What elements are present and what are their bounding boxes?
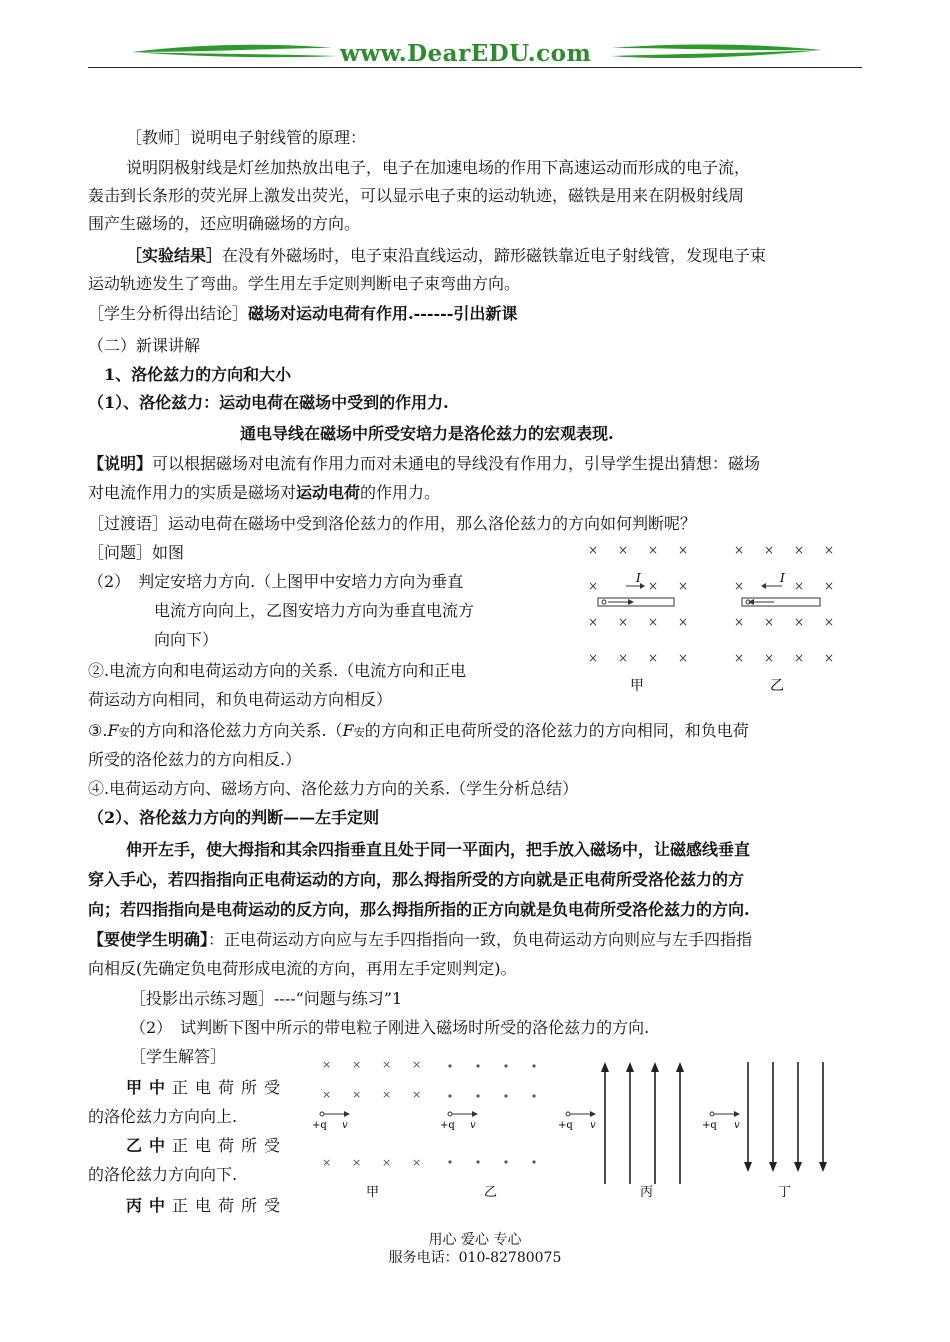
text-line: 围产生磁场的，还应明确磁场的方向。	[88, 214, 361, 233]
text-span: 对电流作用力的实质是磁场对	[88, 483, 297, 502]
footer-phone: 服务电话：010-82780075	[388, 1250, 562, 1266]
svg-text:×: ×	[322, 1058, 332, 1071]
footer-slogan: 用心 爱心 专心	[428, 1232, 522, 1248]
bold-label: 甲中	[126, 1078, 173, 1097]
bold-label: 【要使学生明确】	[88, 930, 209, 949]
text-line	[88, 302, 517, 326]
charge-particle-yi	[448, 1112, 452, 1116]
text-line	[126, 244, 766, 268]
text-span: 的方向和正电荷所受的洛伦兹力的方向相同，和负电荷	[364, 721, 749, 740]
text-span: ［学生分析得出结论］	[88, 304, 249, 323]
arrow-right-icon	[628, 599, 634, 605]
figure-label-ding: 丁	[778, 1185, 792, 1200]
bold-label: 【说明】	[88, 454, 153, 473]
velocity-arrow-icon	[590, 1111, 596, 1117]
bold-label: ［实验结果］	[126, 246, 223, 265]
velocity-arrow-icon	[472, 1111, 478, 1117]
rule-text: 伸开左手，使大拇指和其余四指垂直且处于同一平面内，把手放入磁场中，让磁感线垂直	[126, 840, 751, 859]
svg-text:×: ×	[794, 579, 805, 593]
text-span: 正电荷所受	[172, 1078, 288, 1097]
text-line: 所受的洛伦兹力的方向相反.）	[88, 750, 302, 769]
svg-text:×: ×	[794, 543, 805, 557]
svg-text:×: ×	[412, 1088, 422, 1101]
svg-text:×: ×	[794, 615, 805, 629]
svg-text:×: ×	[412, 1058, 422, 1071]
svg-text:×: ×	[352, 1058, 362, 1071]
site-logo-text[interactable]: www.DearEDU.com	[340, 40, 592, 67]
svg-text:×: ×	[764, 615, 775, 629]
text-span: 正电荷所受	[172, 1196, 288, 1215]
force-symbol: F	[342, 721, 354, 740]
figure-label-yi: 乙	[484, 1185, 498, 1200]
definition-line: （1）、洛伦兹力：运动电荷在磁场中受到的作用力.	[88, 393, 449, 412]
svg-text:×: ×	[678, 651, 689, 665]
text-span: ③.	[88, 721, 108, 740]
figure-ampere-force	[576, 538, 846, 698]
svg-text:×: ×	[588, 615, 599, 629]
svg-text:×: ×	[618, 543, 629, 557]
text-span: 可以根据磁场对电流有作用力而对未通电的导线没有作用力，引导学生提出猜想：磁场	[152, 454, 761, 473]
bold-label: 乙中	[126, 1136, 173, 1155]
text-line: ④.电荷运动方向、磁场方向、洛伦兹力方向的关系.（学生分析总结）	[88, 779, 579, 798]
charge-particle-jia	[320, 1112, 324, 1116]
svg-text:×: ×	[734, 615, 745, 629]
text-span: 的方向和洛伦兹力方向关系.（	[129, 721, 343, 740]
charge-label: +q	[558, 1120, 573, 1131]
svg-text:×: ×	[352, 1088, 362, 1101]
rule-text: 穿入手心，若四指指向正电荷运动的方向，那么拇指所受的方向就是正电荷所受洛伦兹力的方	[88, 870, 745, 889]
text-line	[88, 719, 749, 745]
velocity-label: v	[590, 1120, 596, 1131]
header-rule	[88, 67, 862, 68]
figure-label-jia: 甲	[630, 678, 644, 694]
svg-text:×: ×	[618, 651, 629, 665]
field-lines-down	[748, 1062, 823, 1164]
svg-text:×: ×	[648, 543, 659, 557]
svg-text:×: ×	[824, 651, 835, 665]
field-lines-up	[605, 1068, 680, 1184]
text-line	[88, 928, 752, 952]
velocity-label: v	[470, 1120, 476, 1131]
svg-text:×: ×	[412, 1156, 422, 1169]
svg-text:×: ×	[678, 579, 689, 593]
svg-text:×: ×	[648, 651, 659, 665]
svg-text:×: ×	[734, 579, 745, 593]
charge-label: +q	[440, 1120, 455, 1131]
svg-text:×: ×	[678, 543, 689, 557]
figure-label-yi: 乙	[770, 678, 784, 694]
subsection-heading: （2）、洛伦兹力方向的判断——左手定则	[88, 808, 380, 827]
text-line	[88, 481, 440, 505]
subscript: 安	[118, 726, 130, 739]
text-line: 运动轨迹发生了弯曲。学生用左手定则判断电子束弯曲方向。	[88, 274, 521, 293]
text-line: 向相反(先确定负电荷形成电流的方向，再用左手定则判定)。	[88, 959, 517, 978]
current-arrow-icon	[640, 583, 645, 589]
current-arrow-icon	[761, 583, 766, 589]
svg-text:×: ×	[322, 1156, 332, 1169]
velocity-label: v	[734, 1120, 740, 1131]
bold-term: 运动电荷	[296, 483, 361, 502]
figure-label-jia: 甲	[366, 1185, 380, 1200]
subscript: 安	[353, 726, 365, 739]
svg-text:×: ×	[648, 615, 659, 629]
text-line: 说明阴极射线是灯丝加热放出电子，电子在加速电场的作用下高速运动而形成的电子流，	[126, 158, 751, 177]
text-line: ［学生解答］	[130, 1047, 227, 1066]
text-line: 的洛伦兹力方向向下.	[88, 1165, 238, 1184]
current-label-left: I	[636, 571, 641, 585]
svg-text:×: ×	[382, 1156, 392, 1169]
velocity-arrow-icon	[734, 1111, 740, 1117]
figure-label-bing: 丙	[640, 1185, 654, 1200]
wire-end-left	[602, 600, 606, 604]
svg-text:×: ×	[588, 651, 599, 665]
section-heading: （二）新课讲解	[88, 336, 201, 355]
text-line	[88, 452, 760, 476]
svg-text:×: ×	[764, 543, 775, 557]
svg-text:×: ×	[824, 543, 835, 557]
text-line: 轰击到长条形的荧光屏上激发出荧光，可以显示电子束的运动轨迹，磁铁是用来在阴极射线周	[88, 186, 745, 205]
text-line	[126, 1134, 287, 1158]
text-span: 的作用力。	[360, 483, 441, 502]
text-line: 向向下）	[154, 630, 219, 649]
bold-conclusion: 磁场对运动电荷有作用.------引出新课	[248, 304, 518, 323]
text-line: ［教师］说明电子射线管的原理：	[126, 128, 367, 147]
force-symbol: F	[107, 721, 119, 740]
svg-text:×: ×	[382, 1088, 392, 1101]
arrow-down-icon	[744, 1162, 827, 1172]
rule-text: 向；若四指指向是电荷运动的反方向，那么拇指所指的正方向就是负电荷所受洛伦兹力的方向.	[88, 900, 750, 919]
text-line: ［投影出示练习题］----“问题与练习”1	[130, 989, 403, 1008]
text-line: ②.电流方向和电荷运动方向的关系.（电流方向和正电	[88, 661, 467, 680]
text-line: ［问题］如图	[88, 543, 185, 562]
charge-particle-ding	[710, 1112, 714, 1116]
charge-label: +q	[312, 1120, 327, 1131]
svg-text:×: ×	[734, 543, 745, 557]
text-line: 荷运动方向相同，和负电荷运动方向相反）	[88, 690, 393, 709]
svg-text:×: ×	[588, 543, 599, 557]
velocity-arrow-icon	[344, 1111, 350, 1117]
charge-particle-bing	[566, 1112, 570, 1116]
text-line: （2） 试判断下图中所示的带电粒子刚进入磁场时所受的洛伦兹力的方向.	[130, 1018, 650, 1037]
text-span: ：正电荷运动方向应与左手四指指向一致，负电荷运动方向则应与左手四指指	[208, 930, 753, 949]
svg-text:×: ×	[588, 579, 599, 593]
text-line: 的洛伦兹力方向向上.	[88, 1107, 238, 1126]
text-span: 在没有外磁场时，电子束沿直线运动，蹄形磁铁靠近电子射线管，发现电子束	[222, 246, 767, 265]
subsection-heading: 1、洛伦兹力的方向和大小	[104, 365, 292, 384]
figure-lorentz-force-exercise	[300, 1054, 850, 1204]
arrow-up-icon	[601, 1062, 684, 1072]
text-line: 电流方向向上，乙图安培力方向为垂直电流方	[154, 601, 475, 620]
svg-text:×: ×	[824, 579, 835, 593]
text-span: 正电荷所受	[172, 1136, 288, 1155]
definition-line: 通电导线在磁场中所受安培力是洛伦兹力的宏观表现.	[240, 424, 614, 443]
svg-text:×: ×	[764, 651, 775, 665]
svg-text:×: ×	[322, 1088, 332, 1101]
svg-text:×: ×	[648, 579, 659, 593]
charge-label: +q	[702, 1120, 717, 1131]
velocity-label: v	[342, 1120, 348, 1131]
text-line	[126, 1194, 287, 1218]
svg-text:×: ×	[734, 651, 745, 665]
svg-text:×: ×	[618, 615, 629, 629]
current-label-right: I	[780, 571, 785, 585]
svg-text:×: ×	[824, 615, 835, 629]
svg-text:×: ×	[794, 651, 805, 665]
svg-text:×: ×	[678, 615, 689, 629]
text-line	[126, 1076, 287, 1100]
text-line: （2） 判定安培力方向.（上图甲中安培力方向为垂直	[88, 572, 464, 591]
svg-text:×: ×	[382, 1058, 392, 1071]
text-line: ［过渡语］运动电荷在磁场中受到洛伦兹力的作用，那么洛伦兹力的方向如何判断呢？	[88, 514, 697, 533]
svg-text:×: ×	[352, 1156, 362, 1169]
bold-label: 丙中	[126, 1196, 173, 1215]
